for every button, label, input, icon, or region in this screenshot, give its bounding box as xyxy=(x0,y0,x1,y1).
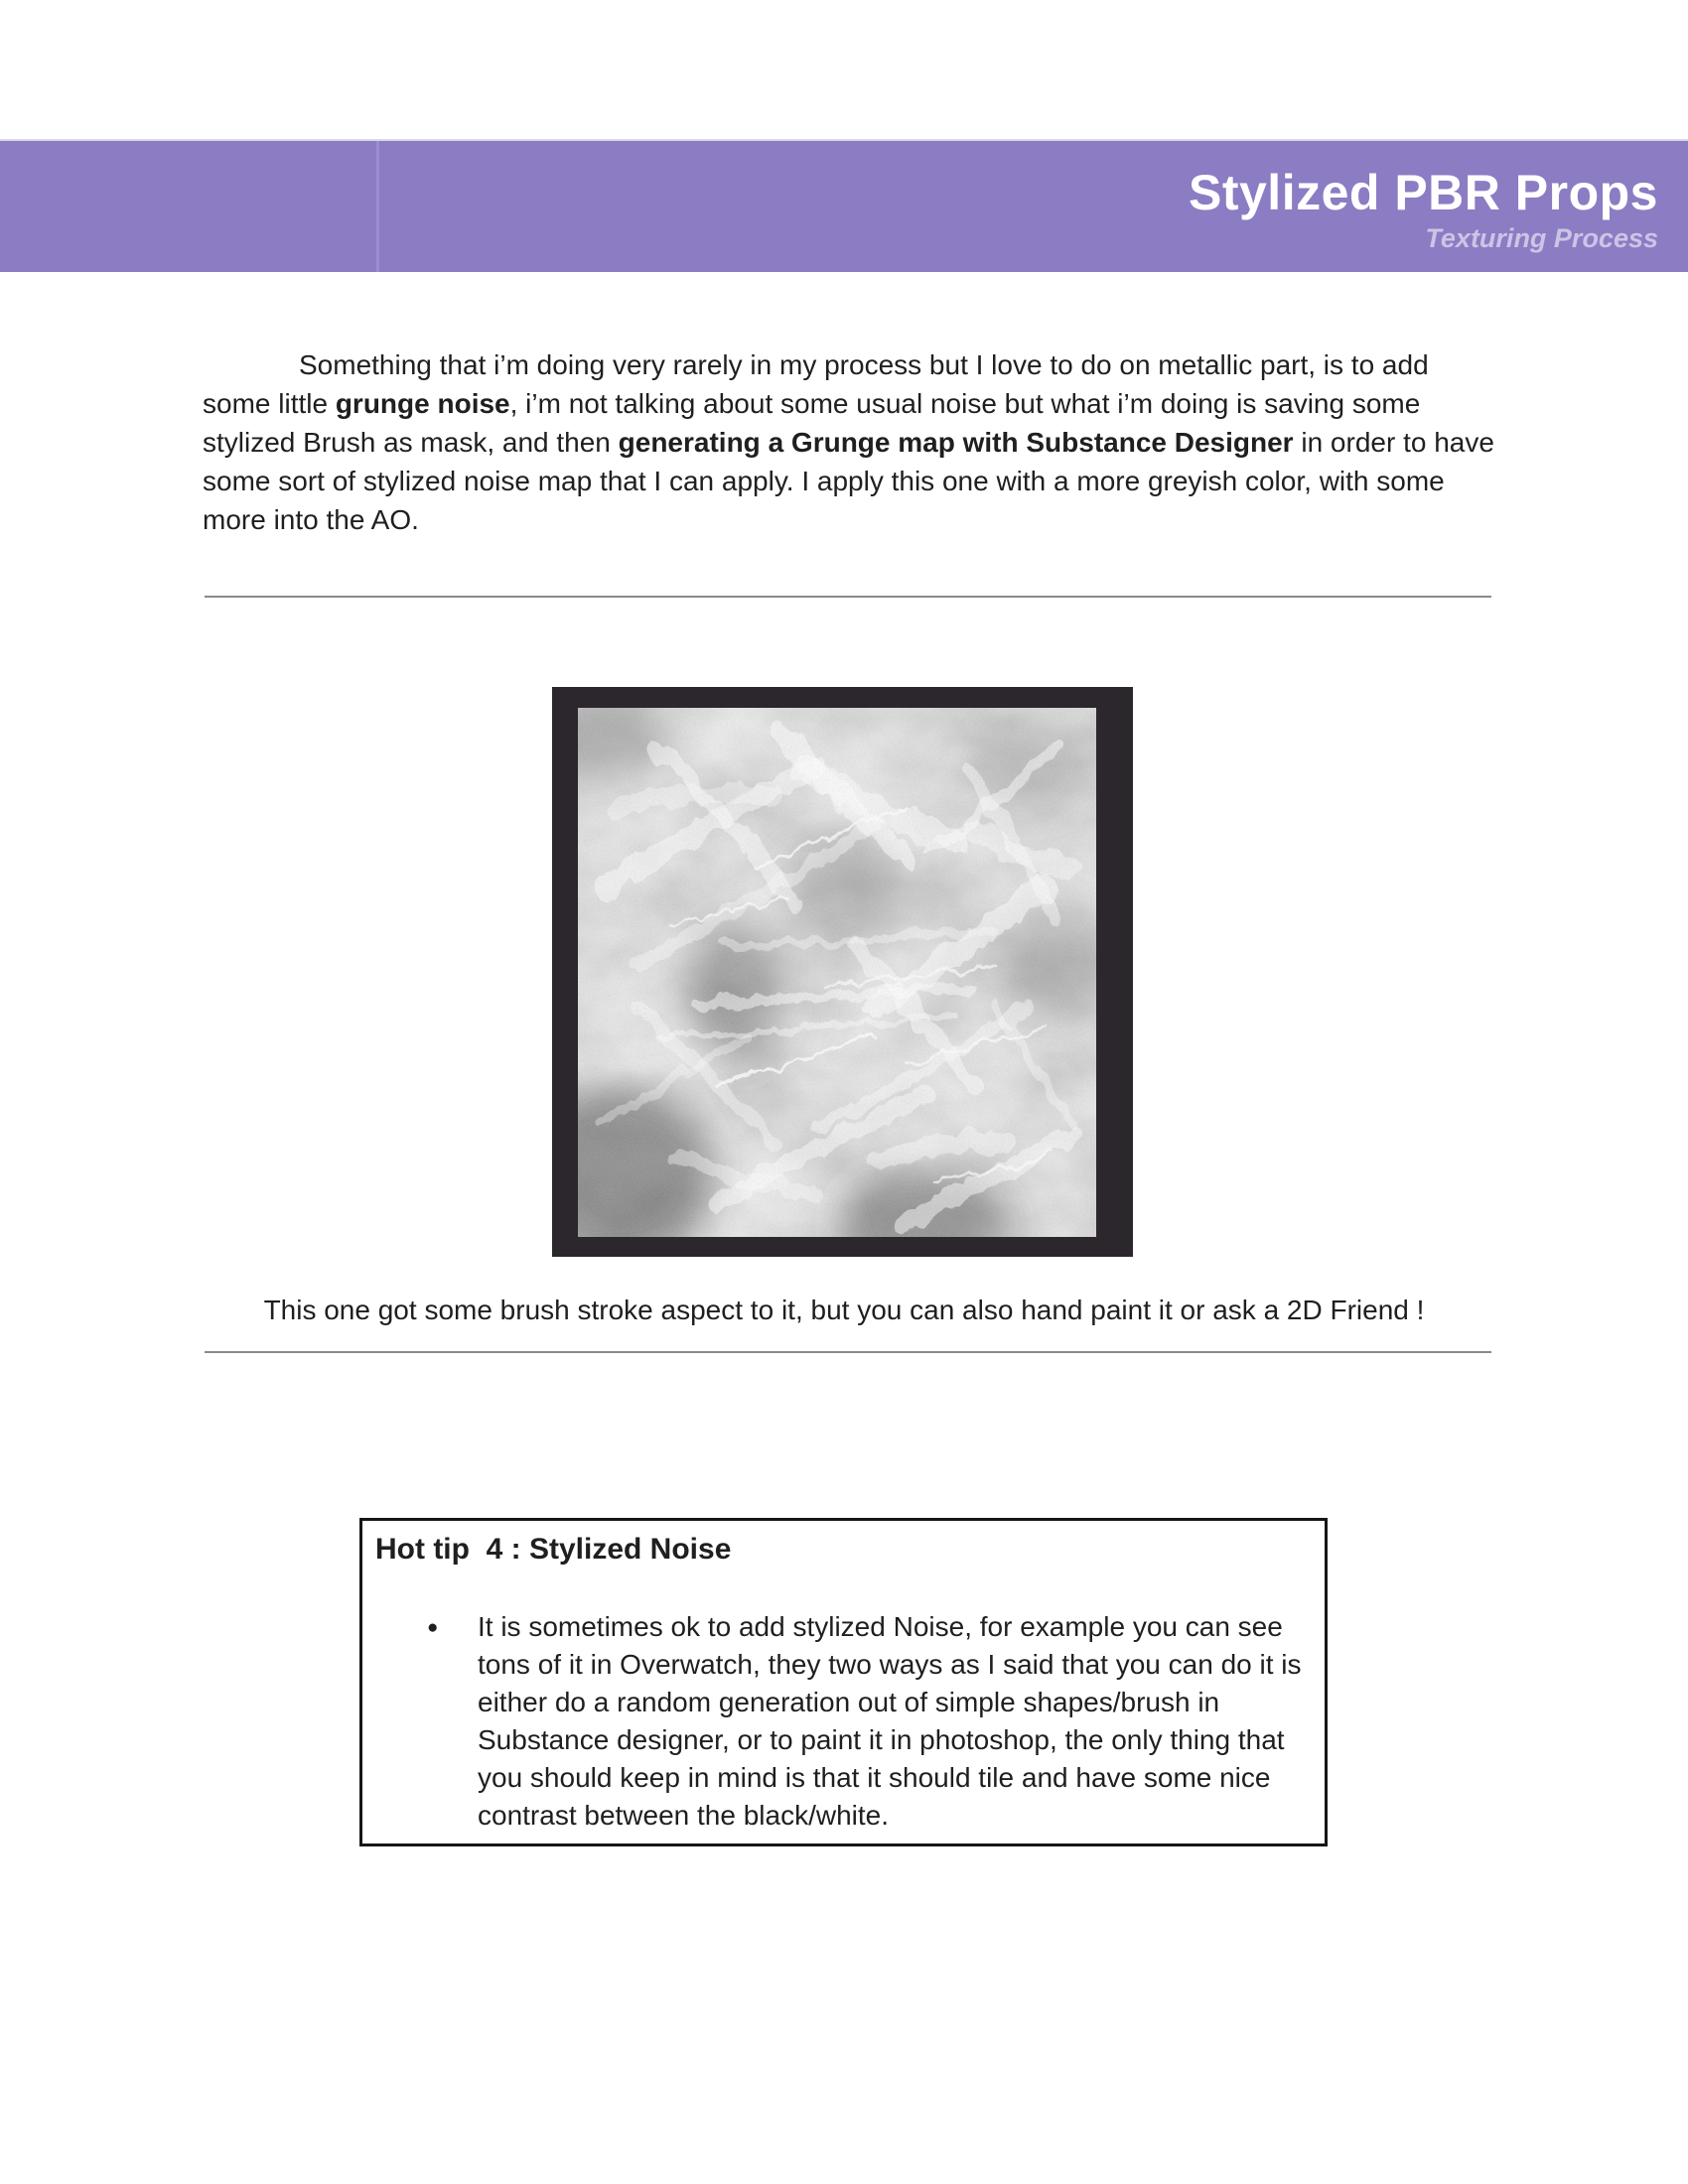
intro-text-segment: Something that i’m doing very rarely in my process but I love to do on metallic part, is to add some little xyxy=(203,349,1429,419)
hot-tip-bullet-text: It is sometimes ok to add stylized Noise, for example you can see tons of it in Overwatch, they two ways as I said that you can do it is either do a random generation out of simple shapes/brush in Substance designer, or to paint it in photoshop, the only thing that you should keep in mind is that it should tile and have some nice contrast between the black/white. xyxy=(478,1611,1302,1831)
intro-bold-grunge-noise: grunge noise xyxy=(335,388,510,419)
page-subtitle: Texturing Process xyxy=(1425,223,1658,253)
intro-text-segment: in order to have some sort of stylized noise map that I can apply. I apply this one with a more greyish color, with some more into the AO. xyxy=(203,427,1494,535)
header-banner xyxy=(0,139,1688,272)
section-divider-top xyxy=(205,596,1491,598)
intro-bold-substance-designer: generating a Grunge map with Substance Designer xyxy=(618,427,1294,458)
list-item xyxy=(427,1608,1323,1835)
intro-paragraph xyxy=(203,345,1495,539)
section-divider-bottom xyxy=(205,1351,1491,1353)
grunge-texture-figure xyxy=(552,687,1133,1257)
banner-column-divider xyxy=(376,141,379,272)
hot-tip-list xyxy=(427,1608,1323,1835)
bullet-icon: ● xyxy=(427,1617,439,1638)
page-title: Stylized PBR Props xyxy=(1189,165,1658,220)
hot-tip-title: Hot tip 4 : Stylized Noise xyxy=(375,1533,732,1566)
grunge-noise-texture-image xyxy=(578,708,1096,1237)
intro-text-segment: , i’m not talking about some usual noise but what i’m doing is saving some stylized Brush as mask, and then xyxy=(203,388,1421,458)
hot-tip-box xyxy=(359,1518,1328,1846)
figure-caption: This one got some brush stroke aspect to it, but you can also hand paint it or ask a 2D Friend ! xyxy=(263,1295,1425,1325)
